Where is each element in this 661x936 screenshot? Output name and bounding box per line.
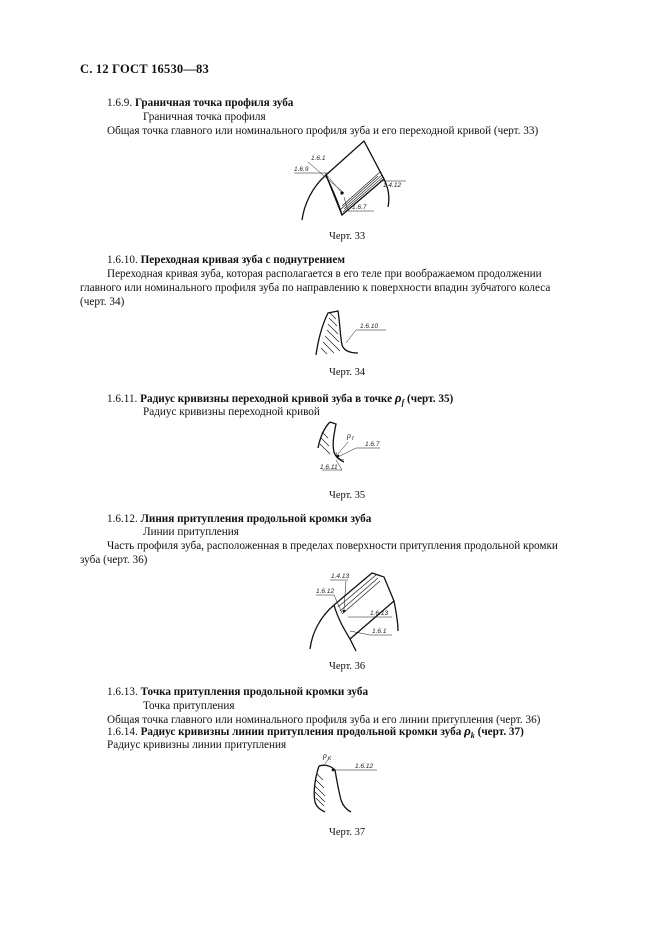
figure-37 <box>305 748 400 820</box>
label-1-6-10: 1.6.10 <box>360 323 379 330</box>
label-1-4-12: 1.4.12 <box>383 182 402 189</box>
term-title: Радиус кривизны переходной кривой зуба в точке <box>140 393 393 405</box>
figure-35 <box>310 418 395 480</box>
label-1-6-7: 1.6.7 <box>365 441 380 448</box>
label-rho-subscript: f <box>352 436 354 442</box>
figure-36 <box>290 563 420 655</box>
definition-line-2: зуба (черт. 36) <box>80 554 148 566</box>
term-number: 1.6.9. <box>107 97 133 109</box>
term-1-6-10 <box>107 253 345 267</box>
term-number: 1.6.12. <box>107 513 138 525</box>
symbol-subscript: f <box>401 398 405 408</box>
term-1-6-9 <box>107 96 293 110</box>
label-1-6-12: 1.6.12 <box>355 763 374 770</box>
label-rho: ρ <box>323 751 327 760</box>
definition-line-3: (черт. 34) <box>80 296 125 308</box>
definition-line-1: Переходная кривая зуба, которая располагается в его теле при воображаемом продолжении <box>107 268 542 280</box>
term-ref: (черт. 35) <box>407 393 454 405</box>
definition-line-1: Часть профиля зуба, расположенная в пределах поверхности притупления продольной кромки <box>107 540 558 552</box>
term-title: Линия притупления продольной кромки зуба <box>140 513 372 525</box>
label-1-6-9: 1.6.9 <box>294 166 309 173</box>
term-definition: Радиус кривизны линии притупления <box>107 739 287 751</box>
label-1-6-1: 1.6.1 <box>372 628 387 635</box>
term-title: Переходная кривая зуба с поднутрением <box>140 254 345 266</box>
symbol-rho: ρ <box>394 390 402 405</box>
term-1-6-13 <box>107 685 368 699</box>
term-title: Граничная точка профиля зуба <box>134 97 294 109</box>
term-short-name: Линии притупления <box>143 526 239 538</box>
symbol-rho: ρ <box>464 723 471 738</box>
label-1-6-12: 1.6.12 <box>316 588 335 595</box>
caption-36: Черт. 36 <box>329 661 366 672</box>
figure-33 <box>280 135 410 225</box>
caption-37: Черт. 37 <box>329 827 366 838</box>
label-rho-subscript: K <box>328 756 332 762</box>
caption-33: Черт. 33 <box>329 231 366 242</box>
term-title: Точка притупления продольной кромки зуба <box>140 686 369 698</box>
definition-line-2: главного или номинального профиля зуба по направлению к поверхности впадин зубчатого колеса <box>80 282 551 294</box>
label-rho: ρ <box>347 431 351 440</box>
label-1-6-7: 1.6.7 <box>352 204 367 211</box>
label-1-4-13: 1.4.13 <box>331 573 350 580</box>
term-definition: Общая точка главного или номинального профиля зуба и его переходной кривой (черт. 33) <box>107 125 539 137</box>
page-header: С. 12 ГОСТ 16530—83 <box>80 62 209 76</box>
caption-35: Черт. 35 <box>329 490 366 501</box>
label-1-6-11: 1.6.11 <box>320 464 338 471</box>
term-ref: (черт. 37) <box>477 726 524 738</box>
term-short-name: Точка притупления <box>143 700 235 712</box>
term-title: Радиус кривизны линии притупления продольной кромки зуба <box>140 726 462 738</box>
term-number: 1.6.11. <box>107 393 138 405</box>
term-number: 1.6.13. <box>107 686 138 698</box>
term-definition: Общая точка главного или номинального профиля зуба и его линии притупления (черт. 36) <box>107 714 541 726</box>
caption-34: Черт. 34 <box>329 367 366 378</box>
term-number: 1.6.14. <box>107 726 138 738</box>
label-1-6-1: 1.6.1 <box>311 155 326 162</box>
term-1-6-12 <box>107 512 371 526</box>
term-number: 1.6.10. <box>107 254 138 266</box>
term-short-name: Радиус кривизны переходной кривой <box>143 406 320 418</box>
figure-34 <box>310 305 400 360</box>
term-short-name: Граничная точка профиля <box>143 111 266 123</box>
symbol-subscript: k <box>470 731 475 741</box>
label-1-6-13: 1.6.13 <box>370 610 389 617</box>
